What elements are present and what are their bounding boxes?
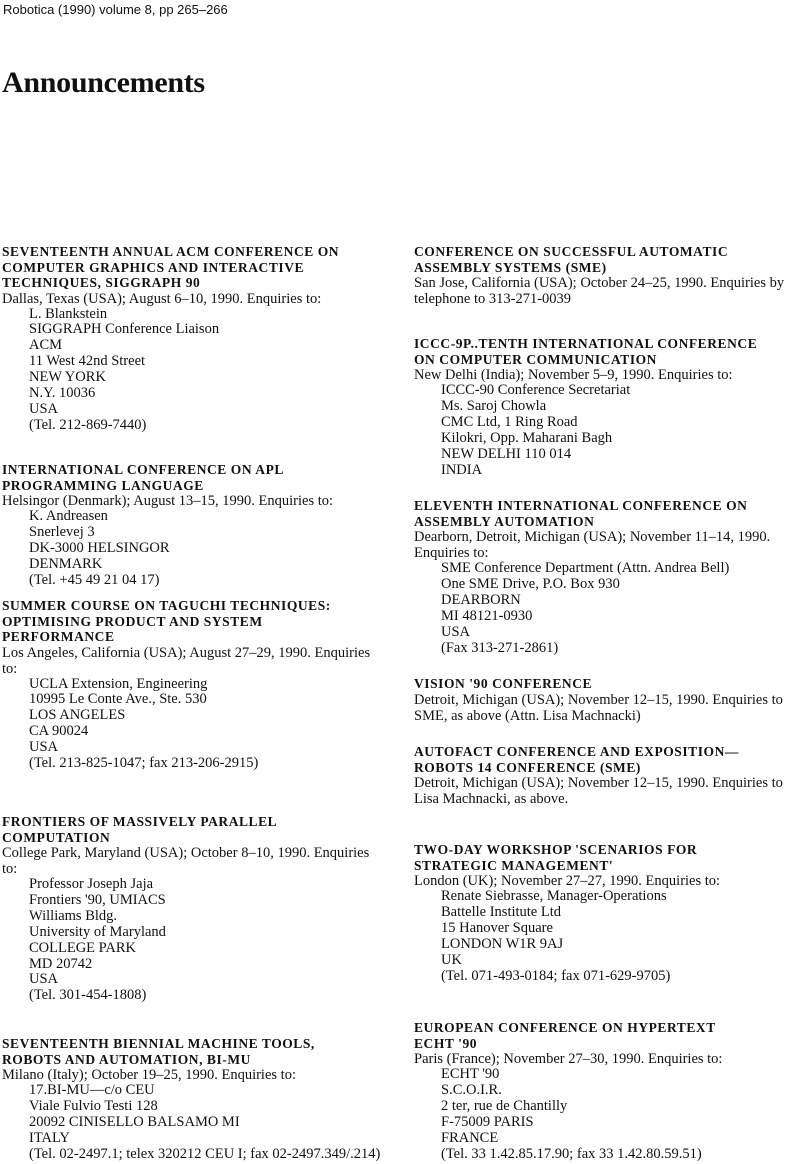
announcement	[414, 336, 800, 478]
announcement	[414, 1020, 800, 1162]
announcement-details: College Park, Maryland (USA); October 8–10, 1990. Enquiries to:	[2, 845, 370, 877]
address-line: ACM	[29, 337, 63, 354]
address-line: 20092 CINISELLO BALSAMO MI	[29, 1113, 240, 1130]
address-line: Williams Bldg.	[29, 907, 118, 924]
address-line: 17.BI-MU—c/o CEU	[29, 1082, 155, 1098]
address-line: University of Maryland	[29, 923, 166, 940]
address-line: ICCC-90 Conference Secretariat	[441, 382, 631, 398]
enquiry-address	[414, 561, 800, 656]
announcement-title-line: ELEVENTH INTERNATIONAL CONFERENCE ON	[414, 498, 748, 513]
address-line: Renate Siebrasse, Manager-Operations	[441, 888, 667, 904]
address-line: F-75009 PARIS	[441, 1113, 534, 1130]
announcement-title-line: PERFORMANCE	[2, 629, 115, 644]
address-line: Frontiers '90, UMIACS	[29, 891, 166, 908]
address-line: (Tel. 02-2497.1; telex 320212 CEU I; fax 02-2497.349/.214)	[29, 1145, 381, 1162]
address-line: Snerlevej 3	[29, 523, 95, 540]
address-line: (Tel. 212-869-7440)	[29, 416, 147, 433]
announcement-title-line: ROBOTS 14 CONFERENCE (SME)	[414, 759, 641, 775]
announcement-title-line: TWO-DAY WORKSHOP 'SCENARIOS FOR	[414, 842, 698, 857]
address-line: USA	[29, 971, 59, 988]
enquiry-address	[2, 509, 382, 589]
address-line: (Tel. 301-454-1808)	[29, 987, 147, 1004]
address-line: ECHT '90	[441, 1066, 500, 1082]
address-line: (Tel. 071-493-0184; fax 071-629-9705)	[441, 967, 671, 984]
announcement-details: Dearborn, Detroit, Michigan (USA); November 11–14, 1990. Enquiries to:	[414, 529, 771, 561]
address-line: Professor Joseph Jaja	[29, 876, 154, 892]
address-line: SME Conference Department (Attn. Andrea Bell)	[441, 560, 730, 576]
announcement-title-line: STRATEGIC MANAGEMENT'	[414, 857, 614, 873]
address-line: 2 ter, rue de Chantilly	[441, 1097, 568, 1114]
address-line: L. Blankstein	[29, 305, 108, 322]
announcement-details: London (UK); November 27–27, 1990. Enquiries to:	[414, 873, 721, 889]
address-line: COLLEGE PARK	[29, 939, 137, 956]
announcement-title-line: ASSEMBLY SYSTEMS (SME)	[414, 259, 607, 275]
enquiry-address	[414, 1067, 800, 1162]
address-line: N.Y. 10036	[29, 385, 96, 402]
announcement-details: Los Angeles, California (USA); August 27–29, 1990. Enquiries to:	[2, 644, 371, 677]
address-line: S.C.O.I.R.	[441, 1081, 502, 1098]
announcement-title-line: COMPUTER GRAPHICS AND INTERACTIVE	[2, 259, 305, 275]
announcement-title-line: AUTOFACT CONFERENCE AND EXPOSITION—	[414, 744, 739, 759]
announcement-title-line: ASSEMBLY AUTOMATION	[414, 513, 595, 529]
address-line: USA	[441, 623, 471, 640]
address-line: (Fax 313-271-2861)	[441, 639, 559, 656]
announcement	[2, 814, 382, 1004]
address-line: FRANCE	[441, 1129, 499, 1146]
announcement-details: Helsingor (Denmark); August 13–15, 1990. Enquiries to:	[2, 493, 334, 509]
address-line: INDIA	[441, 461, 483, 478]
enquiry-address	[414, 889, 800, 984]
enquiry-address	[414, 383, 800, 478]
page-title: Announcements	[2, 66, 205, 99]
announcement-title-line: SUMMER COURSE ON TAGUCHI TECHNIQUES:	[2, 598, 331, 613]
address-line: USA	[29, 400, 59, 417]
announcement-details: San Jose, California (USA); October 24–25, 1990. Enquiries by telephone to 313-271-0039	[414, 275, 785, 307]
address-line: (Tel. 213-825-1047; fax 213-206-2915)	[29, 755, 259, 772]
address-line: 11 West 42nd Street	[29, 353, 146, 370]
announcement-title-line: INTERNATIONAL CONFERENCE ON APL	[2, 462, 284, 477]
address-line: (Tel. +45 49 21 04 17)	[29, 571, 160, 588]
announcement-title-line: SEVENTEENTH ANNUAL ACM CONFERENCE ON	[2, 244, 340, 259]
address-line: ITALY	[29, 1129, 70, 1146]
announcement-title-line: FRONTIERS OF MASSIVELY PARALLEL	[2, 814, 278, 829]
enquiry-address	[2, 877, 382, 1004]
announcement-title-line: ROBOTS AND AUTOMATION, BI-MU	[2, 1051, 251, 1067]
address-line: (Tel. 33 1.42.85.17.90; fax 33 1.42.80.59.51)	[441, 1145, 702, 1162]
address-line: DK-3000 HELSINGOR	[29, 539, 170, 556]
address-line: DENMARK	[29, 555, 103, 572]
announcement-title-line: ICCC-9P..TENTH INTERNATIONAL CONFERENCE	[414, 336, 758, 351]
address-line: MI 48121-0930	[441, 607, 533, 624]
announcement-title-line: VISION '90 CONFERENCE	[414, 676, 593, 691]
announcement-details: Milano (Italy); October 19–25, 1990. Enquiries to:	[2, 1067, 296, 1083]
announcement	[2, 1036, 382, 1163]
address-line: UK	[441, 951, 462, 968]
address-line: Ms. Saroj Chowla	[441, 397, 547, 414]
announcement-title-line: ON COMPUTER COMMUNICATION	[414, 351, 657, 367]
enquiry-address	[2, 1083, 382, 1163]
announcement-details: Paris (France); November 27–30, 1990. Enquiries to:	[414, 1051, 723, 1067]
announcement	[414, 498, 800, 656]
announcement-details: New Delhi (India); November 5–9, 1990. Enquiries to:	[414, 367, 733, 383]
address-line: One SME Drive, P.O. Box 930	[441, 575, 620, 592]
address-line: NEW DELHI 110 014	[441, 445, 572, 462]
announcement	[2, 462, 382, 589]
announcement-title-line: PROGRAMMING LANGUAGE	[2, 477, 204, 493]
announcement-title-line: CONFERENCE ON SUCCESSFUL AUTOMATIC	[414, 244, 729, 259]
address-line: CMC Ltd, 1 Ring Road	[441, 413, 578, 430]
announcement	[414, 676, 800, 724]
address-line: Kilokri, Opp. Maharani Bagh	[441, 429, 613, 446]
announcement-title-line: OPTIMISING PRODUCT AND SYSTEM	[2, 613, 263, 629]
announcement	[2, 598, 382, 772]
announcement-title-line: TECHNIQUES, SIGGRAPH 90	[2, 275, 201, 290]
address-line: Viale Fulvio Testi 128	[29, 1097, 158, 1114]
address-line: 10995 Le Conte Ave., Ste. 530	[29, 691, 207, 708]
enquiry-address	[2, 677, 382, 772]
announcement-details: Dallas, Texas (USA); August 6–10, 1990. Enquiries to:	[2, 290, 322, 307]
announcement-title-line: ECHT '90	[414, 1035, 478, 1051]
announcement	[414, 244, 800, 307]
address-line: DEARBORN	[441, 591, 521, 608]
announcement-details: Detroit, Michigan (USA); November 12–15, 1990. Enquiries to SME, as above (Attn. Lisa Machnacki)	[414, 691, 783, 724]
announcement	[2, 244, 382, 434]
address-line: MD 20742	[29, 955, 93, 972]
announcement-title-line: EUROPEAN CONFERENCE ON HYPERTEXT	[414, 1020, 716, 1035]
enquiry-address	[2, 307, 382, 434]
address-line: 15 Hanover Square	[441, 919, 553, 936]
running-head: Robotica (1990) volume 8, pp 265–266	[3, 2, 228, 17]
announcement-title-line: COMPUTATION	[2, 829, 111, 845]
address-line: USA	[29, 739, 59, 756]
announcement	[414, 842, 800, 984]
address-line: LONDON W1R 9AJ	[441, 935, 564, 952]
address-line: Battelle Institute Ltd	[441, 903, 562, 920]
address-line: SIGGRAPH Conference Liaison	[29, 321, 220, 338]
address-line: K. Andreasen	[29, 508, 108, 524]
announcement	[414, 744, 800, 807]
address-line: CA 90024	[29, 723, 89, 740]
address-line: UCLA Extension, Engineering	[29, 675, 208, 692]
announcement-details: Detroit, Michigan (USA); November 12–15, 1990. Enquiries to Lisa Machnacki, as above.	[414, 775, 783, 807]
announcement-title-line: SEVENTEENTH BIENNIAL MACHINE TOOLS,	[2, 1036, 315, 1051]
address-line: NEW YORK	[29, 369, 106, 386]
address-line: LOS ANGELES	[29, 707, 126, 724]
